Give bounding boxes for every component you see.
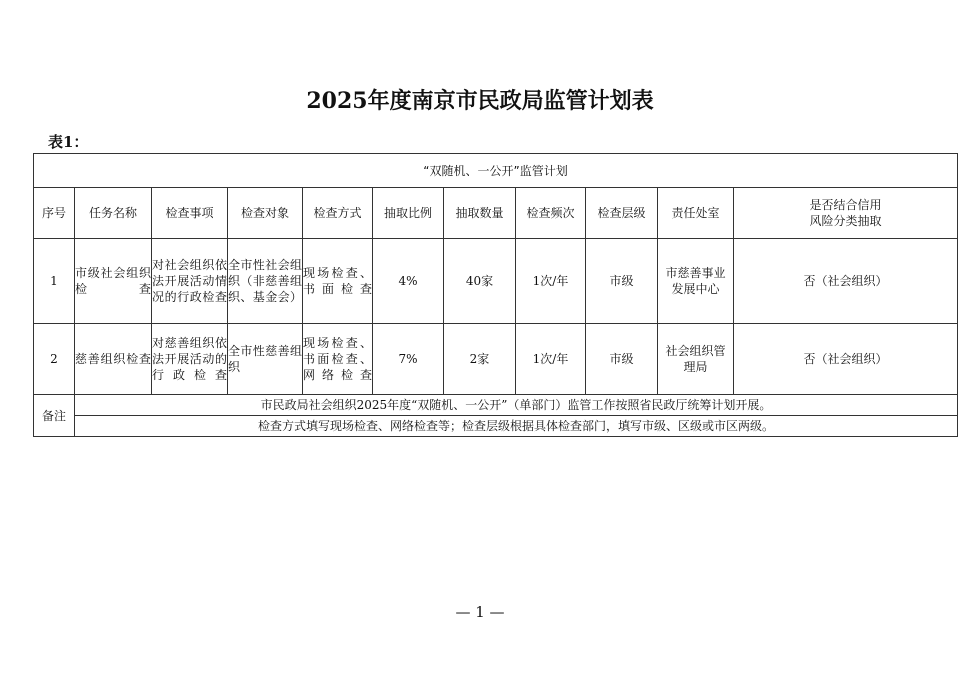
cell-department: 市慈善事业发展中心 [658,239,734,324]
cell-credit: 否（社会组织） [734,239,958,324]
header-credit: 是否结合信用风险分类抽取 [734,188,958,239]
header-department: 责任处室 [658,188,734,239]
header-level: 检查层级 [586,188,658,239]
remark-line: 市民政局社会组织2025年度“双随机、一公开”（单部门）监管工作按照省民政厅统筹计划开展。 [75,395,958,416]
table-row [34,239,958,324]
header-item: 检查事项 [152,188,228,239]
cell-ratio: 7% [373,324,444,395]
cell-level: 市级 [586,324,658,395]
supervision-plan-table [33,153,958,437]
cell-method: 现场检查、书面检查、网络检查 [303,324,373,395]
cell-item: 对慈善组织依法开展活动的行政检查 [152,324,228,395]
cell-department: 社会组织管理局 [658,324,734,395]
cell-task: 慈善组织检查 [75,324,152,395]
cell-quantity: 2家 [444,324,516,395]
cell-target: 全市性慈善组织 [228,324,303,395]
table-label: 表1： [48,133,89,151]
remarks-row [34,416,958,437]
cell-method: 现场检查、书面检查 [303,239,373,324]
remarks-label: 备注 [34,395,75,437]
table-caption: “双随机、一公开”监管计划 [34,154,958,188]
header-quantity: 抽取数量 [444,188,516,239]
cell-frequency: 1次/年 [516,324,586,395]
header-target: 检查对象 [228,188,303,239]
header-row [34,188,958,239]
header-frequency: 检查频次 [516,188,586,239]
cell-quantity: 40家 [444,239,516,324]
cell-credit: 否（社会组织） [734,324,958,395]
cell-ratio: 4% [373,239,444,324]
header-task: 任务名称 [75,188,152,239]
cell-no: 1 [34,239,75,324]
remarks-row [34,395,958,416]
document-title: 2025年度南京市民政局监管计划表 [306,88,654,114]
cell-frequency: 1次/年 [516,239,586,324]
cell-target: 全市性社会组织（非慈善组织、基金会） [228,239,303,324]
header-method: 检查方式 [303,188,373,239]
header-no: 序号 [34,188,75,239]
table-row [34,324,958,395]
cell-level: 市级 [586,239,658,324]
cell-no: 2 [34,324,75,395]
cell-item: 对社会组织依法开展活动情况的行政检查 [152,239,228,324]
page-number: — 1 — [455,603,505,621]
remark-line: 检查方式填写现场检查、网络检查等；检查层级根据具体检查部门，填写市级、区级或市区两级。 [75,416,958,437]
header-ratio: 抽取比例 [373,188,444,239]
cell-task: 市级社会组织检查 [75,239,152,324]
